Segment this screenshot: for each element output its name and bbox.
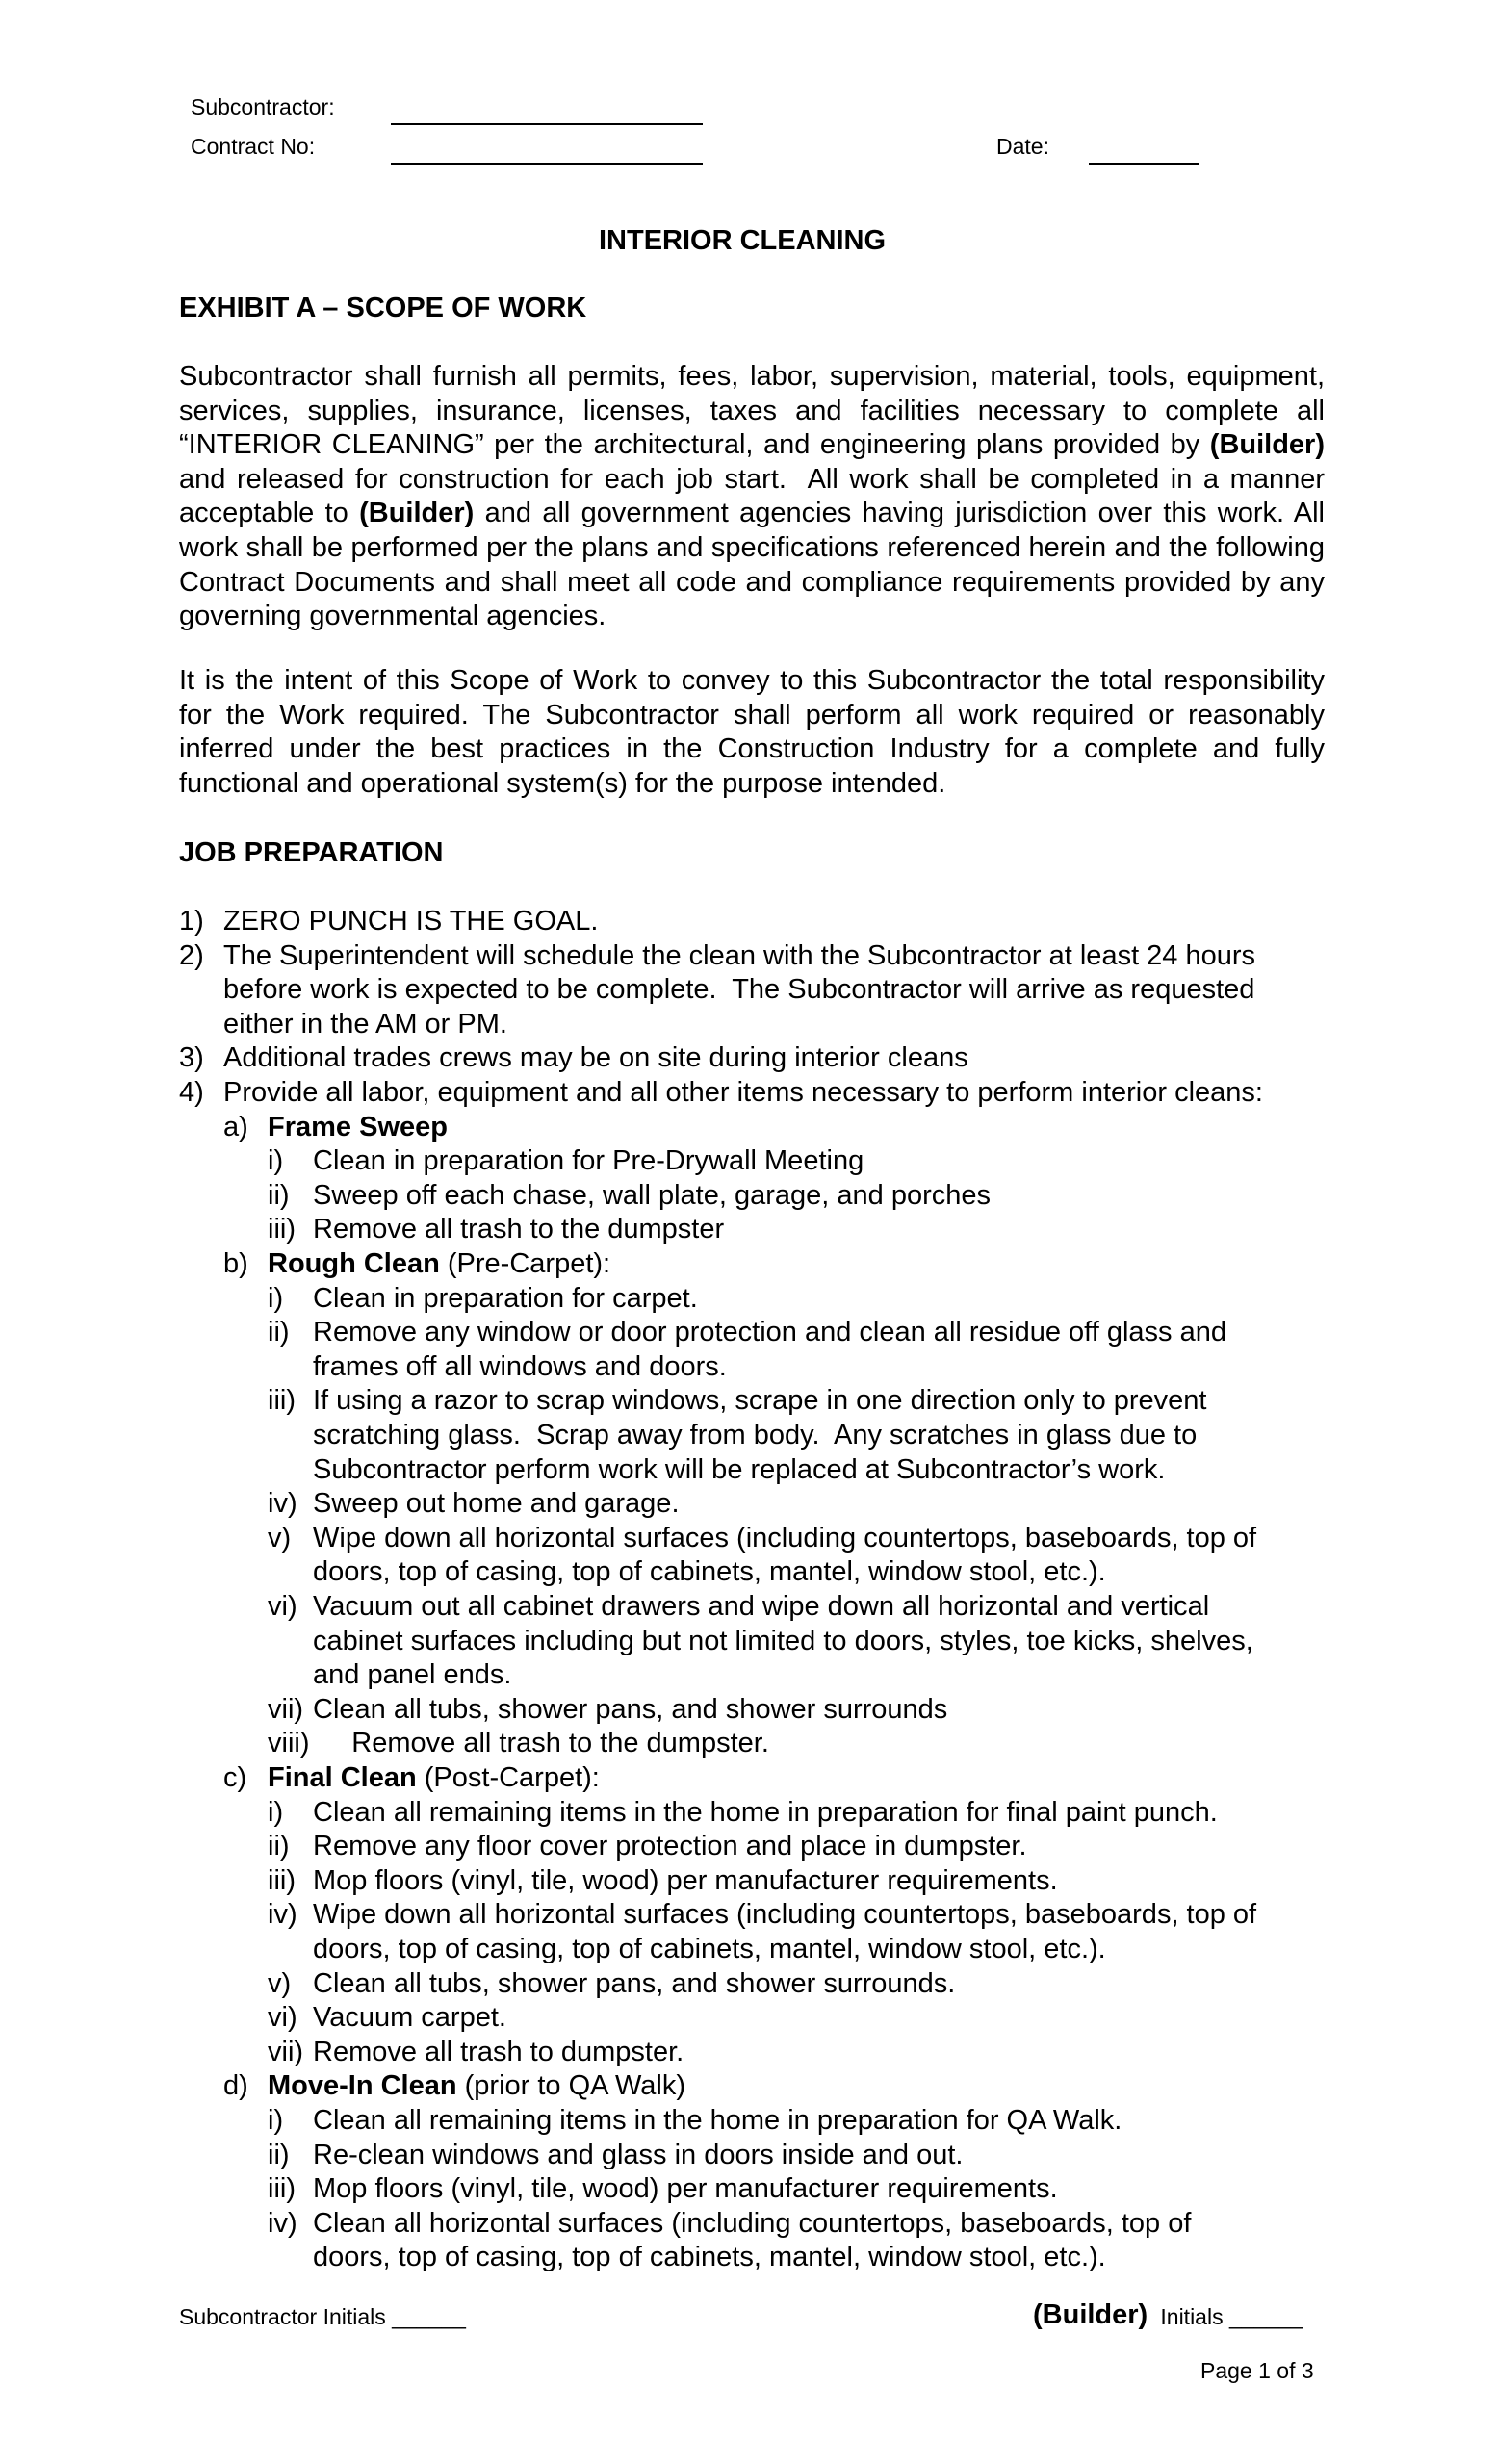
list-number: iv)	[268, 2207, 297, 2239]
list-text: either in the AM or PM.	[223, 1008, 507, 1040]
list-number: iii)	[268, 1214, 296, 1245]
section-title: Frame Sweep	[268, 1111, 448, 1142]
page-number: Page 1 of 3	[1200, 2358, 1314, 2383]
intent-paragraph: It is the intent of this Scope of Work to convey to this Subcontractor the total responsibility for the Work required. The Subcontractor shall perform all work required or reasonably inferred under the best practices in the Construction Industry for a complete and fully functional and operational system(s) for the purpose intended.	[179, 665, 1325, 799]
list-text: ZERO PUNCH IS THE GOAL.	[223, 906, 599, 937]
list-text	[268, 1761, 600, 1796]
list-text: before work is expected to be complete. The Subcontractor will arrive as requested	[223, 974, 1255, 1006]
list-text: and panel ends.	[313, 1659, 512, 1691]
section-subtitle: (prior to QA Walk)	[456, 2070, 686, 2102]
list-text: doors, top of casing, top of cabinets, mantel, window stool, etc.).	[313, 2242, 1106, 2273]
exhibit-heading: EXHIBIT A – SCOPE OF WORK	[179, 293, 587, 323]
list-number: i)	[268, 1282, 284, 1314]
list-text: cabinet surfaces including but not limited to doors, styles, toe kicks, shelves,	[313, 1625, 1253, 1656]
list-text: Clean all remaining items in the home in preparation for final paint punch.	[313, 1796, 1218, 1828]
list-number: i)	[268, 2105, 284, 2136]
list-number: ii)	[268, 2139, 290, 2170]
scope-text-2: and released for construction for each job start. All work shall be completed in a manner acceptable to	[179, 429, 1356, 529]
list-text	[268, 1111, 448, 1145]
list-text: Mop floors (vinyl, tile, wood) per manufacturer requirements.	[313, 1864, 1058, 1896]
list-text: Clean all tubs, shower pans, and shower surrounds.	[313, 1967, 956, 1999]
list-text: Wipe down all horizontal surfaces (including countertops, baseboards, top of	[313, 1899, 1257, 1931]
builder-name: (Builder)	[1209, 429, 1325, 461]
list-text: Clean in preparation for Pre-Drywall Meeting	[313, 1145, 864, 1177]
section-subtitle: (Post-Carpet):	[416, 1762, 600, 1793]
list-number: v)	[268, 1522, 292, 1553]
list-number: b)	[223, 1248, 248, 1279]
section-subtitle: (Pre-Carpet):	[439, 1248, 611, 1279]
list-number: vi)	[268, 2002, 297, 2034]
list-text: Remove all trash to dumpster.	[313, 2036, 684, 2067]
contract-label: Contract No:	[191, 134, 316, 159]
list-text: Clean all tubs, shower pans, and shower surrounds	[313, 1693, 948, 1725]
list-text: Wipe down all horizontal surfaces (including countertops, baseboards, top of	[313, 1522, 1257, 1553]
list-number: 1)	[179, 906, 204, 937]
scope-paragraph	[179, 360, 1356, 634]
list-number: vii)	[268, 1693, 304, 1725]
list-number: ii)	[268, 1317, 290, 1348]
list-text: Remove any window or door protection and clean all residue off glass and	[313, 1317, 1226, 1348]
date-field-line[interactable]	[1089, 163, 1199, 165]
list-text: Clean in preparation for carpet.	[313, 1282, 698, 1314]
list-text: Remove any floor cover protection and place in dumpster.	[313, 1831, 1027, 1862]
list-text	[268, 1247, 610, 1282]
list-number: ii)	[268, 1831, 290, 1862]
list-number: iii)	[268, 1864, 296, 1896]
list-text: Remove all trash to the dumpster	[313, 1214, 725, 1245]
list-text: If using a razor to scrap windows, scrape in one direction only to prevent	[313, 1385, 1207, 1417]
list-text: Sweep out home and garage.	[313, 1488, 680, 1520]
list-number: d)	[223, 2070, 248, 2102]
list-number: 4)	[179, 1077, 204, 1108]
list-number: iv)	[268, 1488, 297, 1520]
list-number: 2)	[179, 939, 204, 971]
section-title: Rough Clean	[268, 1248, 440, 1279]
scope-text-3: and all government agencies having jurisdiction over this work. All work shall be performed per the plans and specifications referenced herein and the following Contract Documents and shall meet all code and compliance requirements provided by any governing governmental agencies.	[179, 498, 1325, 632]
builder-name: (Builder)	[359, 498, 475, 529]
list-text: Clean all horizontal surfaces (including countertops, baseboards, top of	[313, 2207, 1192, 2239]
list-text: Vacuum carpet.	[313, 2002, 506, 2034]
list-text: The Superintendent will schedule the clean with the Subcontractor at least 24 hours	[223, 939, 1256, 971]
list-number: iv)	[268, 1899, 297, 1931]
subcontractor-initials: Subcontractor Initials ______	[179, 2304, 466, 2329]
job-prep-heading: JOB PREPARATION	[179, 837, 444, 868]
list-text: Subcontractor perform work will be replaced at Subcontractor’s work.	[313, 1453, 1166, 1485]
list-text: Additional trades crews may be on site during interior cleans	[223, 1042, 968, 1074]
list-text: Sweep off each chase, wall plate, garage, and porches	[313, 1179, 991, 1211]
list-number: vii)	[268, 2036, 304, 2067]
list-number: a)	[223, 1111, 248, 1142]
list-number: ii)	[268, 1179, 290, 1211]
date-label: Date:	[996, 134, 1049, 159]
list-text	[268, 2069, 685, 2104]
list-text: Vacuum out all cabinet drawers and wipe down all horizontal and vertical	[313, 1591, 1210, 1622]
list-number: iii)	[268, 2173, 296, 2205]
list-number: viii)	[268, 1728, 310, 1759]
list-number: c)	[223, 1762, 247, 1793]
list-text: Provide all labor, equipment and all other items necessary to perform interior cleans:	[223, 1077, 1263, 1108]
list-text: scratching glass. Scrap away from body. Any scratches in glass due to	[313, 1420, 1198, 1450]
list-number: iii)	[268, 1385, 296, 1417]
section-title: Final Clean	[268, 1762, 417, 1793]
subcontractor-label: Subcontractor:	[191, 94, 335, 119]
list-number: 3)	[179, 1042, 204, 1074]
builder-initials: Initials ______	[1154, 2304, 1303, 2329]
section-title: Move-In Clean	[268, 2070, 457, 2102]
list-text: Re-clean windows and glass in doors inside and out.	[313, 2139, 964, 2170]
list-number: v)	[268, 1967, 292, 1999]
list-number: vi)	[268, 1591, 297, 1622]
list-number: i)	[268, 1145, 284, 1177]
list-text: Clean all remaining items in the home in preparation for QA Walk.	[313, 2105, 1122, 2136]
scope-text-1: Subcontractor shall furnish all permits, fees, labor, supervision, material, tools, equipment, services, supplies, insurance, licenses, taxes and facilities necessary to complete all “INTERIOR CLEANING” per the architectural, and engineering plans provided by	[179, 361, 1325, 461]
list-text: frames off all windows and doors.	[313, 1350, 727, 1382]
list-text: doors, top of casing, top of cabinets, mantel, window stool, etc.).	[313, 1934, 1106, 1964]
list-text: doors, top of casing, top of cabinets, mantel, window stool, etc.).	[313, 1556, 1106, 1588]
subcontractor-field-line[interactable]	[391, 123, 703, 125]
page-title: INTERIOR CLEANING	[599, 225, 887, 256]
footer-builder: (Builder)	[1033, 2299, 1148, 2330]
list-number: i)	[268, 1796, 284, 1828]
contract-field-line[interactable]	[391, 163, 703, 165]
list-text: Remove all trash to the dumpster.	[313, 1728, 769, 1759]
list-text: Mop floors (vinyl, tile, wood) per manufacturer requirements.	[313, 2173, 1058, 2205]
